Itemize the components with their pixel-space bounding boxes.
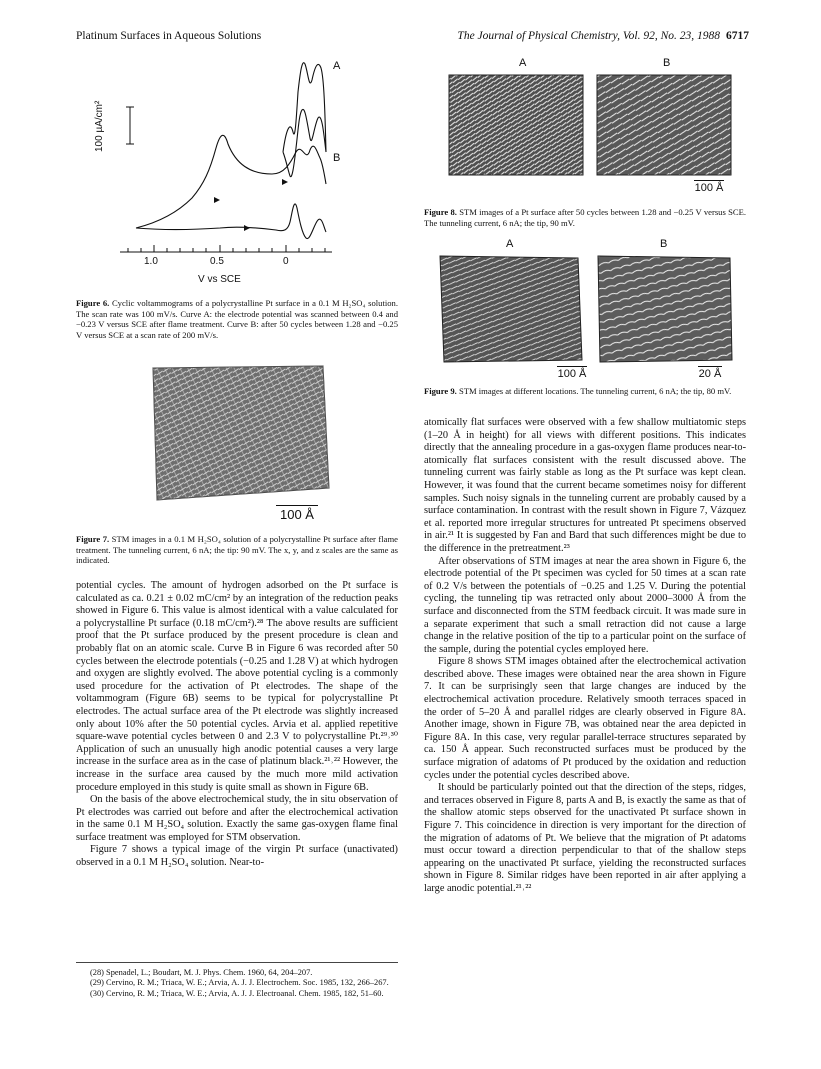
caption-label: Figure 8. [424,207,457,217]
x-axis-label: V vs SCE [198,274,241,285]
figure-8-caption [424,207,746,228]
x-tick-label: 0 [283,256,289,267]
y-axis-label: 100 µA/cm² [94,100,105,152]
figure-7-caption [76,534,398,566]
arrow-left-icon [244,225,250,231]
figure-8-image-b [596,74,732,176]
figure-8-image-a [448,74,584,176]
footnote-divider [76,962,398,963]
running-header-right [457,30,749,42]
figure-9-image-b [596,254,734,364]
paragraph: potential cycles. The amount of hydrogen adsorbed on the Pt surface is calculated as ca. 0.21 ± 0.02 mC/cm² by an integration of the reduction peaks showed in Figure 6. This value is almost identical with a value calculated for a polycrystalline Pt surface (0.18 mC/cm²).²⁸ The above results are sufficient proof that the Pt surface produced by the present procedure is clean and probably flat on an atomic scale. Curve B in Figure 6 was recorded after 50 cycles between the electrode potentials (−0.25 and 1.28 V) at which hydrogen and oxygen are slightly evolved. The above potential cycling is a commonly used procedure for the activation of Pt electrodes. The shape of the voltammogram (Figure 6B) seems to be typical for polycrystalline Pt electrodes. The actual surface area of the Pt electrode was slightly increased only about 10% after the 50 potential cycles. Arvia et al. applied repetitive square-wave potential cycles between 0 and 2.3 V to polycrystalline Pt.²⁹˒³⁰ Application of such an unusually high anodic potential causes a very large increase in the surface area as in the case of platinum black.²¹˒²² However, the increase in the surface area caused by the much more mild activation procedure employed in this study is quite small as shown in Figure 6B. [76,580,398,793]
curve-a [283,63,326,177]
figure-9-image-a [438,254,584,364]
x-tick-label: 0.5 [210,256,224,267]
scale-label: 100 Å [280,507,314,522]
caption-text: STM images in a 0.1 M H₂SO₄ solution of a polycrystalline Pt surface after flame treatment. The tunneling current, 6 nA; the tip: 90 mV. The x, y, and z scales are the same as indicated. [76,534,398,566]
figure-6-plot [100,52,370,292]
curve-b-label: B [333,152,341,164]
journal-citation: The Journal of Physical Chemistry, Vol. 92, No. 23, 1988 [457,30,720,42]
figure-7 [143,362,331,502]
figure-9-label-b: B [660,238,668,250]
figure-9-label-a: A [506,238,514,250]
figure-9-scale-bar-b [690,366,730,380]
paragraph: It should be particularly pointed out that the direction of the steps, ridges, and terraces observed in Figure 8, parts A and B, is exactly the same as that of the shallow atomic steps observed for the unactivated Pt surface shown in Figure 7. This coincidence in direction is very important for the direction of the migration of adatoms of Pt. We believe that the migration of Pt adatoms must occur toward a direction perpendicular to that of the shallow steps appearing on the unactivated Pt surface, yielding the reconstructed surfaces shown in Figure 8. Similar ridges have been reported in air after applying a large anodic potential.²¹˒²² [424,782,746,894]
caption-label: Figure 6. [76,298,110,308]
page-number: 6717 [726,30,749,42]
figure-7-stm-image [143,362,331,502]
figure-7-scale-bar [262,505,332,522]
figure-8-scale-bar [684,180,734,194]
curve-b [136,135,326,238]
caption-text: Cyclic voltammograms of a polycrystalline Pt surface in a 0.1 M H₂SO₄ solution. The scan rate was 100 mV/s. Curve A: the electrode potential was scanned between 0.4 and −0.23 V versus SCE after flame treatment. Curve B: after 50 cycles between 1.28 and −0.25 V versus SCE at a scan rate of 200 mV/s. [76,298,399,340]
x-axis-ticks [128,245,325,252]
reference-item: (30) Cervino, R. M.; Triaca, W. E.; Arvia, A. J. J. Electroanal. Chem. 1985, 182, 51–60. [90,988,384,998]
scale-label: 100 Å [694,182,724,194]
x-tick-label: 1.0 [144,256,158,267]
caption-text: STM images at different locations. The tunneling current, 6 nA; the tip, 80 mV. [458,386,732,396]
paragraph: Figure 7 shows a typical image of the virgin Pt surface (unactivated) observed in a 0.1 M H₂SO₄ solution. Near-to- [76,844,398,869]
arrow-left-icon [282,179,288,185]
paragraph: Figure 8 shows STM images obtained after the electrochemical activation described above. These images were obtained near the area shown in Figure 7. It can be surprisingly seen that large changes are induced by the electrochemical activation procedure. Relatively smooth terraces spaced in the order of 5–20 Å and parallel ridges are clearly observed in Figure 8A. Another image, shown in Figure 7B, was obtained near the area depicted in Figure 8A. In this case, very regular parallel-terrace structures separated by ca. 150 Å appear. Such reconstructed surfaces must be produced by the surface migration of adatoms of Pt produced by the oxidation and reduction cycles under the potential cycles described above. [424,656,746,781]
left-column-body [76,580,398,870]
scale-label: 100 Å [557,368,587,380]
figure-8-label-a: A [519,57,527,69]
figure-8-label-b: B [663,57,671,69]
paragraph: After observations of STM images at near the area shown in Figure 6, the electrode potential of the Pt specimen was cycled for 50 times at a scan rate of 0.2 V/s between the potentials of −0.25 and 1.25 V. During the potential cycling, the tunneling tip was retracted only about 2000–3000 Å from the surface and disconnected from the STM feedback circuit. It was made sure in a separate experiment that such a small retraction did not cause a large change in the relative position of the tip to a particular point on the surface of the sample, during the potential cycles employed here. [424,555,746,655]
figure-6 [94,52,370,292]
curve-a-label: A [333,60,341,72]
figure-6-caption [76,298,398,340]
reference-list [76,968,398,999]
paragraph: On the basis of the above electrochemical study, the in situ observation of Pt electrodes was carried out before and after the electrochemical activation in the same 0.1 M H₂SO₄ solution. Exactly the same gas-oxygen flame final surface treatment was employed for STM observation. [76,794,398,843]
caption-text: STM images of a Pt surface after 50 cycles between 1.28 and −0.25 V versus SCE. The tunneling current, 6 nA; the tip, 90 mV. [424,207,747,228]
caption-label: Figure 9. [424,386,457,396]
scale-label: 20 Å [698,368,722,380]
right-column-body [424,417,746,896]
paragraph: atomically flat surfaces were observed with a few shallow multiatomic steps (1–20 Å in height) for all views with different positions. This indicates directly that the annealing procedure in a gas-oxygen flame produces near-to-atomically flat surfaces consistent with the result discussed above. The tunneling current was fairly stable as long as the Pt surface was kept clean. However, it was found that the current became sometimes noisy for different samples. Such noisy signals in the tunneling current are probably caused by a surface contamination. In contrast with the result shown in Figure 7, Vázquez et al. reported more irregular structures for untreated Pt specimens observed in air.²¹ It is suggested by Fan and Bard that such differences might be due to the difference in the pretreatment.²³ [424,417,746,554]
arrow-up-icon [214,197,220,203]
caption-label: Figure 7. [76,534,110,544]
figure-9-caption [424,386,746,397]
figure-9-scale-bar-a [547,366,597,380]
reference-item: (28) Spenadel, L.; Boudart, M. J. Phys. Chem. 1960, 64, 204–207. [90,968,313,977]
reference-item: (29) Cervino, R. M.; Triaca, W. E.; Arvia, A. J. J. Electrochem. Soc. 1985, 132, 266–267. [90,978,389,988]
running-header-left: Platinum Surfaces in Aqueous Solutions [76,30,262,42]
